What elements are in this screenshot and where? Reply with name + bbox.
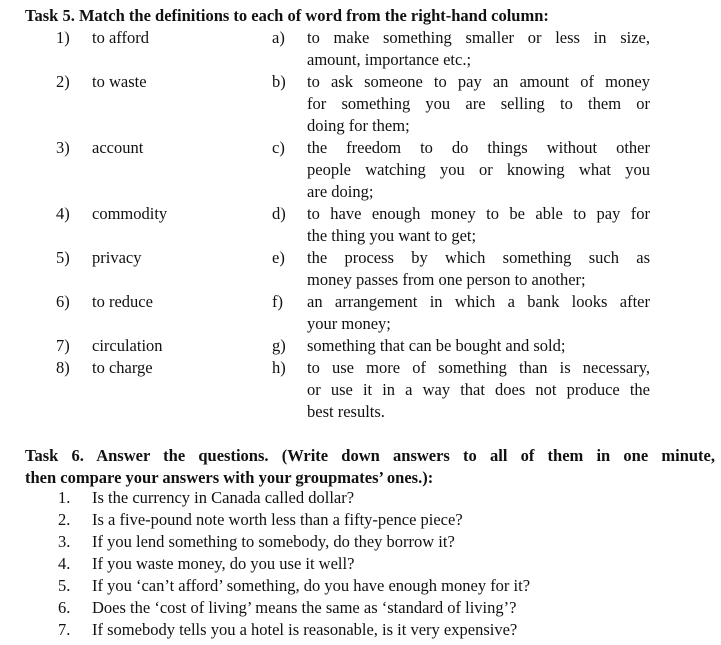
definition-line: the freedom to do things without other — [307, 138, 650, 157]
definition-line: are doing; — [307, 182, 374, 201]
question-number: 5. — [58, 576, 71, 595]
definition-line: best results. — [307, 402, 385, 421]
task6-heading — [25, 445, 715, 489]
definition-text — [307, 335, 650, 357]
definition-line: an arrangement in which a bank looks after — [307, 292, 650, 311]
question-number: 6. — [58, 598, 71, 617]
word-term: to afford — [92, 28, 149, 47]
question-item — [0, 575, 721, 597]
word-term: circulation — [92, 336, 163, 355]
match-row — [0, 247, 721, 291]
definition-line: doing for them; — [307, 116, 410, 135]
question-number: 3. — [58, 532, 71, 551]
definition-text — [307, 291, 650, 335]
question-list — [0, 487, 721, 641]
definition-line: the process by which something such as — [307, 248, 650, 267]
definition-letter: g) — [272, 336, 286, 355]
word-number: 2) — [56, 72, 70, 91]
question-text: Does the ‘cost of living’ means the same as ‘standard of living’? — [92, 598, 517, 617]
match-row — [0, 71, 721, 137]
match-row — [0, 357, 721, 423]
task6-heading-line: then compare your answers with your groupmates’ ones.): — [25, 468, 434, 487]
word-term: to reduce — [92, 292, 153, 311]
question-text: Is a five-pound note worth less than a fifty-pence piece? — [92, 510, 463, 529]
question-text: Is the currency in Canada called dollar? — [92, 488, 355, 507]
definition-text — [307, 203, 650, 247]
question-number: 4. — [58, 554, 71, 573]
question-number: 1. — [58, 488, 71, 507]
definition-text — [307, 27, 650, 71]
definition-line: for something you are selling to them or — [307, 94, 650, 113]
question-item — [0, 531, 721, 553]
word-term: account — [92, 138, 144, 157]
definition-line: or use it in a way that does not produce the — [307, 380, 650, 399]
question-item — [0, 509, 721, 531]
definition-line: to make something smaller or less in size, — [307, 28, 650, 47]
question-text: If somebody tells you a hotel is reasonable, is it very expensive? — [92, 620, 518, 639]
match-row — [0, 291, 721, 335]
match-row — [0, 203, 721, 247]
word-number: 3) — [56, 138, 70, 157]
word-number: 6) — [56, 292, 70, 311]
word-number: 8) — [56, 358, 70, 377]
question-number: 2. — [58, 510, 71, 529]
definition-line: money passes from one person to another; — [307, 270, 586, 289]
question-item — [0, 619, 721, 641]
task5-heading: Task 5. Match the definitions to each of word from the right-hand column: — [25, 6, 549, 25]
definition-line: people watching you or knowing what you — [307, 160, 650, 179]
match-row — [0, 27, 721, 71]
question-item — [0, 553, 721, 575]
definition-line: to ask someone to pay an amount of money — [307, 72, 650, 91]
word-number: 7) — [56, 336, 70, 355]
question-text: If you lend something to somebody, do they borrow it? — [92, 532, 455, 551]
definition-text — [307, 71, 650, 137]
word-term: to waste — [92, 72, 147, 91]
question-text: If you waste money, do you use it well? — [92, 554, 355, 573]
question-item — [0, 487, 721, 509]
match-row — [0, 335, 721, 357]
definition-letter: f) — [272, 292, 283, 311]
definition-letter: h) — [272, 358, 286, 377]
definition-line: amount, importance etc.; — [307, 50, 472, 69]
definition-letter: d) — [272, 204, 286, 223]
definition-line: the thing you want to get; — [307, 226, 477, 245]
definition-letter: e) — [272, 248, 285, 267]
word-number: 1) — [56, 28, 70, 47]
task6-heading-line: Task 6. Answer the questions. (Write down answers to all of them in one minute, — [25, 446, 715, 465]
word-number: 5) — [56, 248, 70, 267]
definition-line: something that can be bought and sold; — [307, 336, 566, 355]
word-term: privacy — [92, 248, 142, 267]
definition-text — [307, 247, 650, 291]
definition-line: to use more of something than is necessary, — [307, 358, 650, 377]
word-number: 4) — [56, 204, 70, 223]
question-text: If you ‘can’t afford’ something, do you have enough money for it? — [92, 576, 531, 595]
definition-letter: b) — [272, 72, 286, 91]
matching-table — [0, 27, 721, 423]
word-term: to charge — [92, 358, 153, 377]
definition-text — [307, 137, 650, 203]
question-number: 7. — [58, 620, 71, 639]
definition-line: your money; — [307, 314, 391, 333]
question-item — [0, 597, 721, 619]
word-term: commodity — [92, 204, 168, 223]
definition-text — [307, 357, 650, 423]
definition-letter: c) — [272, 138, 285, 157]
definition-letter: a) — [272, 28, 285, 47]
definition-line: to have enough money to be able to pay for — [307, 204, 650, 223]
match-row — [0, 137, 721, 203]
